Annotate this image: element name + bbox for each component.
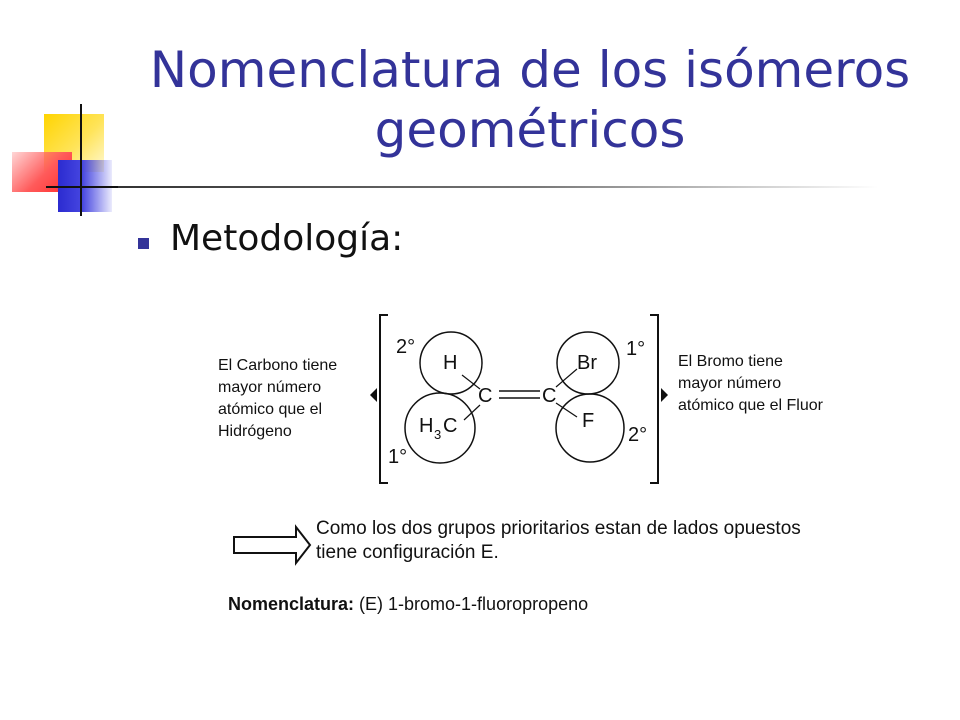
right-bracket — [650, 315, 658, 483]
nomenclature-label: Nomenclatura: — [228, 594, 355, 614]
isomer-diagram — [210, 305, 830, 635]
atom-br: Br — [577, 352, 597, 374]
priority-bottom-left: 1° — [388, 446, 408, 468]
atom-h: H — [443, 352, 458, 374]
atom-h3c-sub: 3 — [434, 427, 442, 442]
nomenclature-line — [228, 593, 828, 615]
atom-c-left: C — [478, 385, 493, 407]
left-bracket — [380, 315, 388, 483]
priority-top-right: 1° — [626, 338, 646, 360]
arrow-icon — [234, 527, 310, 563]
bullet-text: Metodología: — [170, 218, 404, 259]
left-pointer — [370, 388, 377, 402]
decor-vertical-line — [80, 104, 82, 216]
atom-c-right: C — [542, 385, 557, 407]
right-pointer — [661, 388, 668, 402]
right-annotation: El Bromo tiene mayor número atómico que el Fluor — [678, 353, 823, 414]
priority-bottom-right: 2° — [628, 424, 648, 446]
configuration-note: Como los dos grupos prioritarios estan de lados opuestos tiene configuración E. — [316, 518, 801, 563]
bullet-marker — [138, 238, 149, 249]
nomenclature-value: (E) 1-bromo-1-fluoropropeno — [354, 594, 589, 614]
bond-ch3 — [464, 405, 480, 420]
title-rule — [118, 186, 878, 188]
priority-top-left: 2° — [396, 336, 416, 358]
atom-h3c-h: H — [419, 415, 434, 437]
atom-f: F — [582, 410, 595, 432]
atom-h3c-c: C — [443, 415, 458, 437]
left-annotation: El Carbono tiene mayor número atómico que el Hidrógeno — [218, 357, 338, 440]
slide-title: Nomenclatura de los isómeros geométricos — [149, 41, 911, 159]
